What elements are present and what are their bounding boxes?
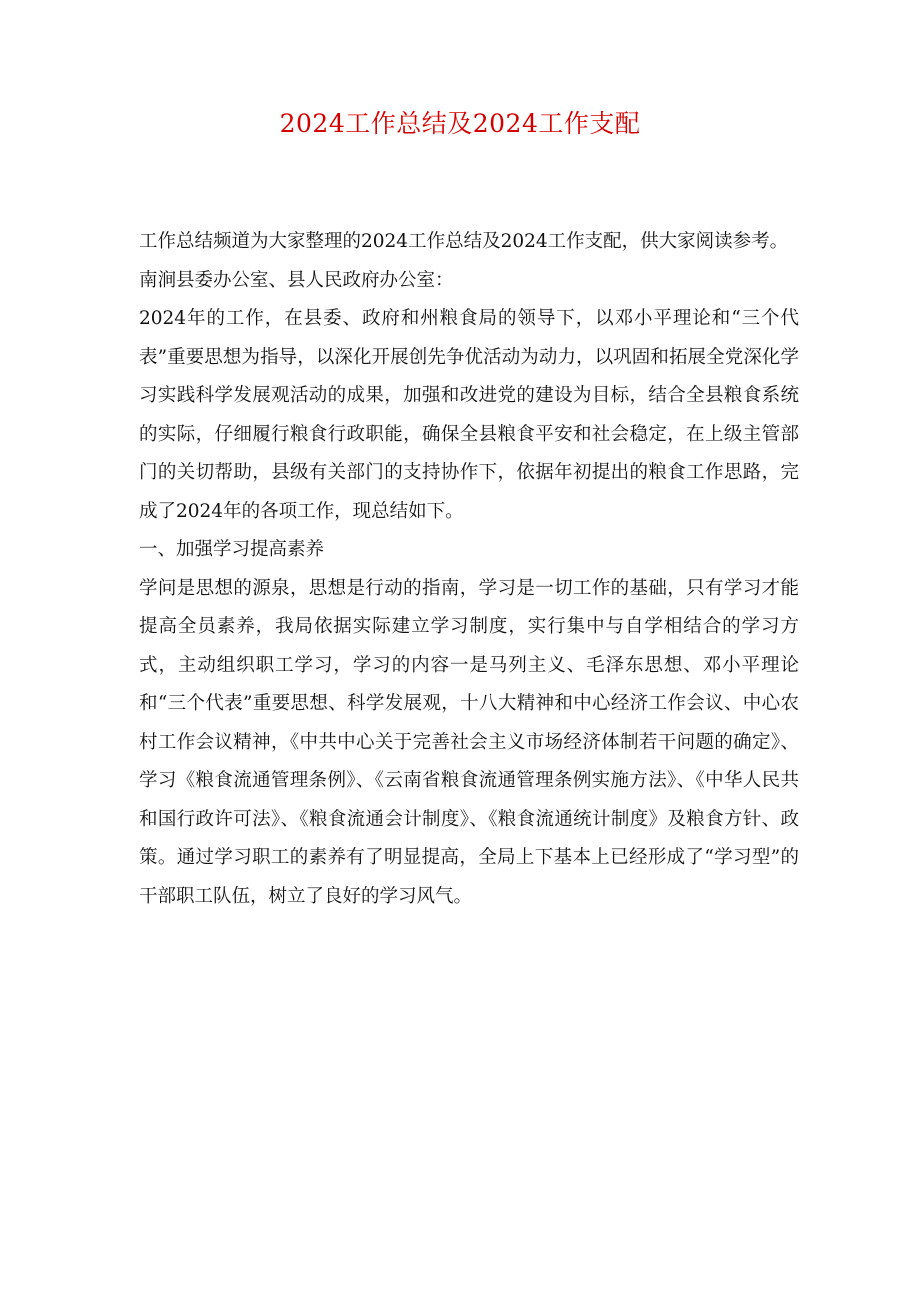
intro-paragraph: 工作总结频道为大家整理的2024工作总结及2024工作支配，供大家阅读参考。 (139, 231, 789, 252)
addressee-line: 南涧县委办公室、县人民政府办公室： (139, 269, 454, 291)
document-title: 2024工作总结及2024工作支配 (279, 109, 641, 138)
summary-paragraph: 2024年的工作，在县委、政府和州粮食局的领导下，以邓小平理论和“三个代表”重要思想为指导，以深化开展创先争优活动为动力，以巩固和拓展全党深化学习实践科学发展观活动的成果，加强和改进党的建设为目标，结合全县粮食系统的实际，仔细履行粮食行政职能，确保全县粮食平安和社会稳定，在上级主管部门的关切帮助，县级有关部门的支持协作下，依据年初提出的粮食工作思路，完成了2024年的各项工作，现总结如下。 (139, 308, 799, 522)
section-heading: 一、加强学习提高素养 (139, 539, 325, 560)
document-body (139, 223, 799, 916)
study-paragraph: 学问是思想的源泉，思想是行动的指南，学习是一切工作的基础，只有学习才能提高全员素养，我局依据实际建立学习制度，实行集中与自学相结合的学习方式，主动组织职工学习，学习的内容一是马列主义、毛泽东思想、邓小平理论和“三个代表”重要思想、科学发展观，十八大精神和中心经济工作会议、中心农村工作会议精神，《中共中心关于完善社会主义市场经济体制若干问题的确定》、学习《粮食流通管理条例》、《云南省粮食流通管理条例实施方法》、《中华人民共和国行政许可法》、《粮食流通会计制度》、《粮食流通统计制度》及粮食方针、政策。通过学习职工的素养有了明显提高，全局上下基本上已经形成了“学习型”的干部职工队伍，树立了良好的学习风气。 (139, 577, 799, 907)
